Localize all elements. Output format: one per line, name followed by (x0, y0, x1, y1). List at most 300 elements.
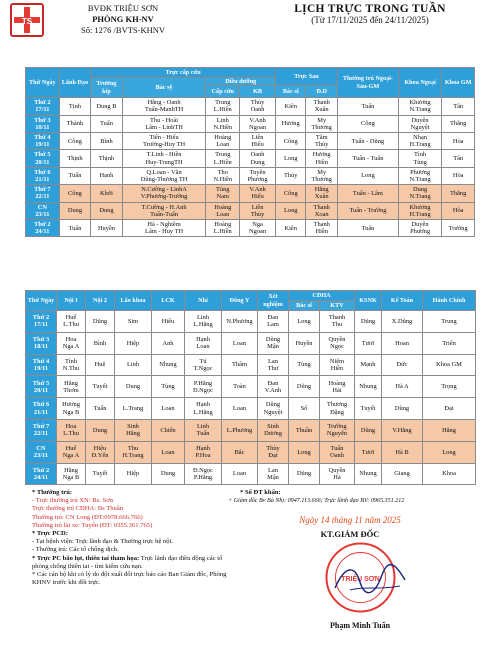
cell-kb (240, 185, 276, 202)
cell-xet-nghiem-line: Dương (264, 430, 282, 438)
cell-lck: Nhung (152, 354, 185, 376)
cell-thuong-tru: Tuấn (337, 98, 398, 115)
cell-nhi-line: P.Hằng (193, 473, 213, 481)
row-day-line: 17/11 (35, 106, 50, 114)
cell-kb-line: Ngoan (249, 228, 267, 236)
cell-ksnk: Tuyết (355, 398, 382, 420)
cell-truc-sau-dd (306, 132, 338, 149)
cell-khoa-gm: Thắng (442, 185, 475, 202)
document-title: LỊCH TRỰC TRONG TUẦN (294, 3, 446, 15)
cell-dong-y: L.Phương (222, 419, 258, 441)
header-xet-nghiem: Xét nghiệm (258, 291, 289, 311)
cell-noi1-line: Hoa (65, 423, 77, 431)
cell-nhi-line: P.Hằng (193, 379, 213, 387)
cell-kb (240, 219, 276, 236)
cell-kb-line: Ngoan (249, 123, 267, 131)
row-day-line: Thứ 2 (34, 220, 51, 228)
cell-xet-nghiem-line: Lam (267, 321, 279, 329)
cell-cdha-ktv-line: Quyền (328, 466, 346, 474)
cell-lao-khoa: Hiệp (115, 463, 152, 485)
cell-xet-nghiem (258, 463, 289, 485)
cell-kb-line: Nga (252, 220, 263, 228)
cell-xet-nghiem-line: Đan (267, 314, 279, 322)
cell-truc-sau-dd-line: Thanh (313, 99, 330, 107)
cell-bac-si (122, 98, 206, 115)
cell-thuong-tru: Công (337, 115, 398, 132)
cell-khoa-gm: Hòa (442, 202, 475, 219)
row-day (26, 441, 57, 463)
cell-truc-sau-dd-line: My (317, 168, 327, 176)
cell-cdha-ktv (320, 463, 355, 485)
cell-nhi (185, 311, 222, 333)
cell-ke-toan: Hà A (382, 376, 423, 398)
cell-bac-si-line: Huy-TrungTH (145, 158, 183, 166)
cell-kb (240, 167, 276, 184)
header-bs: Bác sĩ (276, 86, 306, 98)
cell-noi2: Huệ (86, 354, 115, 376)
table2-row (26, 441, 476, 463)
header-hanh-chinh: Hành Chính (423, 291, 476, 311)
department-name: PHÒNG KH-NV (92, 14, 154, 24)
row-day-line: Thứ 3 (34, 116, 51, 124)
cell-lanh-dao: Tuấn (59, 167, 91, 184)
cell-cdha-ktv (320, 398, 355, 420)
cell-cdha-ktv-line: Thanh (328, 314, 346, 322)
table2-row (26, 332, 476, 354)
cell-cdha-bs: Long (289, 311, 320, 333)
cell-nhi (185, 398, 222, 420)
header-noi2: Nội 2 (86, 291, 115, 311)
cell-kb-line: Liên (251, 203, 264, 211)
cell-ke-toan: Dũng (382, 398, 423, 420)
cell-truc-sau-dd-line: Thanh (313, 220, 330, 228)
row-day (26, 132, 60, 149)
schedule-table-departments (25, 290, 476, 485)
schedule-table-emergency (25, 67, 475, 237)
org-name: BVĐK TRIỆU SƠN (87, 3, 159, 13)
cell-noi2: Tuyết (86, 463, 115, 485)
note-pc-body: Trực lãnh đạo điều động các tổ phòng chống thiên tai - tìm kiếm cứu nạn. (32, 554, 223, 570)
cell-xet-nghiem-line: Lan (268, 466, 278, 474)
cell-truc-sau-dd-line: Hiền (315, 158, 328, 166)
cell-cap-cuu-line: Tùng (216, 186, 230, 194)
cell-khoa-ngoai (398, 167, 441, 184)
cell-cap-cuu (206, 202, 240, 219)
cell-bac-si (122, 167, 206, 184)
cell-dong-y: Loan (222, 398, 258, 420)
cell-cdha-bs: Sổ (289, 398, 320, 420)
cell-kb-line: V.Anh (249, 116, 266, 124)
cell-nhi-line: Loan (196, 343, 210, 351)
cell-cdha-ktv-line: Ngọc (330, 343, 344, 351)
cell-bac-si (122, 185, 206, 202)
cell-bac-si-line: Q.Loan - Văn (146, 168, 182, 176)
cell-kb (240, 202, 276, 219)
cell-dong-y: Bắc (222, 441, 258, 463)
cell-khoa-ngoai-line: H.Trang (409, 141, 431, 149)
cell-cdha-ktv-line: Hiền (330, 364, 344, 372)
header-dieu-duong: Điều dưỡng (206, 78, 276, 86)
cell-noi1-line: Hằng (64, 466, 78, 474)
cell-truc-sau-bs: Kiên (276, 98, 306, 115)
cell-truc-sau-dd (306, 115, 338, 132)
table1-row (26, 167, 475, 184)
cell-cdha-ktv (320, 376, 355, 398)
cell-lanh-dao: Thịnh (59, 150, 91, 167)
row-day (26, 398, 57, 420)
cell-truc-sau-bs: Kiên (276, 219, 306, 236)
signing-title: KT.GIÁM ĐỐC (320, 529, 380, 539)
header-day: Thứ Ngày (26, 68, 60, 98)
row-day (26, 185, 60, 202)
cell-cdha-ktv (320, 419, 355, 441)
cell-lanh-dao: Công (59, 132, 91, 149)
cell-nhi-line: Hạnh (196, 401, 210, 409)
row-day (26, 463, 57, 485)
cell-khoa-ngoai-line: Tình (414, 151, 427, 159)
note-pcd-1: - Tại bệnh viện: Trực lãnh đạo & Thường trực hệ nội. (32, 538, 174, 546)
cell-truc-sau-dd (306, 150, 338, 167)
cell-khoa-ngoai-line: Duyên (411, 220, 429, 228)
row-day-line: 22/11 (35, 193, 50, 201)
cell-noi1-line: Hoa (65, 335, 77, 343)
cell-thuong-tru: Tuấn - Tuấn (337, 150, 398, 167)
cell-truong-kip: Tuấn (91, 115, 123, 132)
cell-cap-cuu (206, 185, 240, 202)
cell-truong-kip: Thịnh (91, 150, 123, 167)
cell-kb-line: Hiếu (251, 193, 264, 201)
cell-khoa-ngoai-line: Tùng (413, 158, 427, 166)
cell-khoa-ngoai-line: Nhạn (413, 133, 427, 141)
table1-header-row (26, 68, 475, 78)
cell-truc-sau-bs: Công (276, 185, 306, 202)
cell-noi1 (57, 376, 86, 398)
cell-xet-nghiem-line: V.Anh (264, 386, 282, 394)
cell-bac-si (122, 150, 206, 167)
cell-cdha-ktv-line: Niệm (329, 357, 345, 365)
cell-lao-khoa: Sim (115, 311, 152, 333)
table2-header-row (26, 291, 476, 301)
cell-kb-line: Liên (251, 133, 264, 141)
cell-lanh-dao: Công (59, 185, 91, 202)
cell-truc-sau-bs: Long (276, 150, 306, 167)
header-nhi: Nhi (185, 291, 222, 311)
cell-kb-line: Dung (250, 158, 265, 166)
cell-noi2: Dũng (86, 311, 115, 333)
cell-xet-nghiem-line: Mận (267, 473, 279, 481)
cell-truc-sau-dd-line: Thương (311, 123, 332, 131)
cell-xet-nghiem (258, 419, 289, 441)
cell-lck: Chiến (152, 419, 185, 441)
cell-nhi (185, 419, 222, 441)
row-day (26, 167, 60, 184)
header-dong-y: Đông Y (222, 291, 258, 311)
note-thuong-tru-heading: * Thường trú: (32, 489, 73, 496)
cell-ksnk: Nhung (355, 463, 382, 485)
document-header (0, 0, 500, 52)
cell-xet-nghiem (258, 376, 289, 398)
cell-cap-cuu-line: Hoàng (214, 203, 232, 211)
cell-truc-sau-dd-line: Thanh (313, 203, 330, 211)
cell-hanh-chinh: Khoa (423, 463, 476, 485)
cell-cap-cuu-line: L.Hiền (213, 106, 232, 114)
cell-khoa-ngoai (398, 132, 441, 149)
note-tt-xn: - Trực thường trú XN: Bs. Sơn (32, 497, 113, 505)
note-pc-note: * Các cán bộ khi có lý do đột xuất đổi trực báo cáo Ban Giám đốc, Phòng KHNV trước khi đổi trực. (32, 571, 227, 587)
cell-noi1-line: Tình (64, 357, 78, 365)
cell-noi1 (57, 441, 86, 463)
cell-bac-si-line: Tuấn-ManhTH (144, 106, 184, 114)
note-pc-heading: * Trực PC bão lụt, thiên tai thảm họa: (32, 554, 140, 562)
cell-dong-y: Toàn (222, 376, 258, 398)
cell-noi1-line: Nga A (62, 343, 80, 351)
row-day (26, 332, 57, 354)
cell-lao-khoa-line: Thu (127, 444, 139, 452)
cell-ke-toan: Giang (382, 463, 423, 485)
cell-nhi-line: L.Hằng (193, 408, 213, 416)
cell-truc-sau-dd (306, 202, 338, 219)
cell-noi1 (57, 332, 86, 354)
cell-cap-cuu-line: Loan (216, 210, 230, 218)
cell-hanh-chinh: Triển (423, 332, 476, 354)
cell-kb (240, 150, 276, 167)
notes-block (32, 489, 232, 587)
cell-noi1-line: Thơm (63, 386, 79, 394)
cell-xet-nghiem-line: Đạt (268, 452, 278, 460)
row-day-line: 19/11 (33, 364, 49, 372)
cell-ke-toan: Đức (382, 354, 423, 376)
cell-truong-kip: Khởi (91, 185, 123, 202)
cell-cdha-ktv (320, 441, 355, 463)
cell-thuong-tru: Tuấn - Lâm (337, 185, 398, 202)
cell-lao-khoa (115, 441, 152, 463)
table2-row (26, 311, 476, 333)
cell-truc-sau-dd-line: Thủy (314, 141, 329, 149)
row-day-line: Thứ 6 (32, 401, 50, 409)
table1-body (26, 98, 475, 237)
cell-xet-nghiem-line: Thùy (266, 444, 280, 452)
cell-ksnk: Tươi (355, 332, 382, 354)
cell-cap-cuu (206, 115, 240, 132)
cell-cap-cuu-line: Hoàng (214, 220, 232, 228)
cell-noi1-line: Nga B (62, 473, 80, 481)
header-khoa-ngoai: Khoa Ngoại (398, 68, 441, 98)
row-day-line: 24/11 (33, 473, 49, 481)
cell-hanh-chinh: Đạt (423, 398, 476, 420)
cell-truc-sau-bs: Hương (276, 115, 306, 132)
cell-bac-si (122, 219, 206, 236)
header-cc: Cấp cứu (206, 86, 240, 98)
row-day (26, 202, 60, 219)
row-day-line: 20/11 (33, 386, 49, 394)
header-truc-sau: Trực Sau (276, 68, 338, 86)
cell-lao-khoa-line: Sinh (127, 423, 139, 431)
cell-khoa-ngoai-line: Phương (410, 168, 431, 176)
cell-cap-cuu (206, 150, 240, 167)
cell-noi2: Tuấn (86, 398, 115, 420)
cell-cdha-ktv-line: Đặng (330, 408, 344, 416)
cell-lao-khoa-line: Hằng (126, 430, 140, 438)
cell-lanh-dao: Dung (59, 202, 91, 219)
row-day (26, 98, 60, 115)
cell-kb-line: Phương (247, 175, 268, 183)
cell-lanh-dao: Tuấn (59, 219, 91, 236)
cell-kb-line: Thủy (250, 99, 265, 107)
note-pcd-2: - Thường trú: Các tổ chống dịch. (32, 546, 119, 554)
row-day-line: Thứ 4 (34, 133, 51, 141)
note-tt-long: Thường trú: CN Long (ĐT:0978.666.766) (32, 513, 143, 521)
contacts-block (228, 489, 498, 505)
cell-khoa-ngoai-line: N.Trang (409, 106, 431, 114)
cell-ke-toan: Hoan (382, 332, 423, 354)
cell-cdha-ktv (320, 354, 355, 376)
table1-row (26, 219, 475, 236)
cell-kb (240, 132, 276, 149)
cell-noi1 (57, 354, 86, 376)
cell-cdha-ktv-line: Hải (332, 386, 342, 394)
row-day-line: 17/11 (33, 321, 49, 329)
cell-cap-cuu-line: L.Hiền (213, 158, 232, 166)
table2-body (26, 311, 476, 485)
cell-noi1-line: Huế (65, 314, 77, 322)
cell-nhi-line: Hạnh (196, 444, 210, 452)
cell-dong-y: Thâm (222, 354, 258, 376)
table1-row (26, 115, 475, 132)
row-day-line: Thứ 5 (34, 151, 51, 159)
cell-bac-si-line: Lâm - Huy TH (145, 228, 184, 236)
cell-nhi (185, 354, 222, 376)
row-day-line: Thứ 2 (32, 466, 50, 474)
cell-noi1-line: Nga A (62, 452, 80, 460)
cell-nhi-line: Đ.Ngọc (192, 466, 214, 474)
cell-cap-cuu-line: L.Hiền (213, 228, 232, 236)
cell-xet-nghiem (258, 398, 289, 420)
cell-lanh-dao: Thành (59, 115, 91, 132)
signing-date: Ngày 14 tháng 11 năm 2025 (299, 515, 401, 525)
cell-noi2-line: Đ.Yến (91, 452, 109, 460)
cell-cap-cuu-line: Hoàng (214, 133, 232, 141)
cell-khoa-ngoai-line: Khương (409, 99, 431, 107)
cell-noi1-line: N.Thu (62, 364, 80, 372)
cell-nhi (185, 441, 222, 463)
cell-truc-sau-dd-line: My (317, 116, 327, 124)
cell-noi1-line: Hương (62, 401, 80, 409)
cell-hanh-chinh: Trọng (423, 376, 476, 398)
table2-row (26, 419, 476, 441)
cell-truc-sau-dd-line: Tâm (315, 133, 328, 141)
cell-bac-si-line: Dũng-Thương TH (140, 175, 188, 183)
header-lanh-dao: Lãnh Đạo (59, 68, 91, 98)
cell-xet-nghiem-line: Lan (268, 357, 278, 365)
cell-cdha-ktv-line: Oanh (330, 452, 344, 460)
cell-cdha-ktv-line: Thu (331, 321, 343, 329)
header-cdha-bs: Bác sĩ (289, 301, 320, 311)
cell-cap-cuu-line: N.Hiền (213, 175, 233, 183)
cell-cap-cuu-line: Nam (216, 193, 229, 201)
row-day-line: Thứ 6 (34, 168, 51, 176)
cell-nhi (185, 376, 222, 398)
cell-cdha-bs: Thuần (289, 419, 320, 441)
cell-lck: Loan (152, 441, 185, 463)
row-day-line: CN (36, 444, 46, 452)
table1-row (26, 185, 475, 202)
cell-cap-cuu (206, 132, 240, 149)
cell-xet-nghiem-line: Mận (267, 343, 279, 351)
table2-row (26, 463, 476, 485)
table1-row (26, 132, 475, 149)
header-day-2: Thứ Ngày (26, 291, 57, 311)
cell-kb-line: Thủy (250, 210, 265, 218)
cell-khoa-ngoai-line: Dung (412, 186, 428, 194)
table1-row (26, 202, 475, 219)
cell-khoa-ngoai-line: N.Trang (409, 193, 431, 201)
svg-text:TRIỆU SƠN: TRIỆU SƠN (341, 576, 380, 583)
row-day (26, 115, 60, 132)
cell-thuong-tru: Long (337, 167, 398, 184)
row-day-line: 24/11 (35, 228, 50, 236)
cell-bac-si-line: N.Cường - LinhA (141, 186, 187, 194)
cell-kb-line: Oanh (250, 151, 265, 159)
cell-ksnk: Dũng (355, 311, 382, 333)
cell-bac-si-line: Lâm - LinhTH (145, 123, 183, 131)
cell-noi2: Bình (86, 332, 115, 354)
cell-khoa-ngoai-line: Phương (410, 228, 431, 236)
row-day-line: 22/11 (33, 430, 49, 438)
cell-hanh-chinh: Trung (423, 311, 476, 333)
cell-cdha-bs: Dũng (289, 376, 320, 398)
cell-bac-si-line: T.Linh - Hiền (146, 151, 182, 159)
cell-lao-khoa: Dung (115, 376, 152, 398)
cell-nhi (185, 332, 222, 354)
cell-nhi-line: Đ.Ngọc (192, 386, 214, 394)
cell-ke-toan: V.Hằng (382, 419, 423, 441)
row-day-line: 21/11 (35, 175, 50, 183)
row-day-line: 18/11 (33, 343, 49, 351)
note-tt-tuyen: Thường trú lái xe: Tuyến (ĐT: 0355.361.765) (32, 521, 153, 529)
cell-bac-si-line: Hằng - Oanh (147, 99, 181, 107)
cell-khoa-ngoai (398, 185, 441, 202)
cell-hanh-chinh: Khoa GM (423, 354, 476, 376)
row-day-line: Thứ 2 (34, 99, 51, 107)
cell-truc-sau-dd-line: Xuân (314, 106, 329, 114)
row-day-line: CN (37, 203, 47, 211)
emergency-phone-line: + Giám đốc Bv Bà Nhị: 0947.113.666; Trực lãnh đạo BV: 0965.351.212 (228, 498, 405, 505)
cell-khoa-gm: Tân (442, 98, 475, 115)
cell-truc-sau-bs: Thủy (276, 167, 306, 184)
cell-kb (240, 115, 276, 132)
cell-xet-nghiem-line: Dũng (265, 401, 281, 409)
header-cdha-ktv: KTV (320, 301, 355, 311)
cell-nhi-line: Tú (199, 357, 207, 365)
cell-noi1 (57, 311, 86, 333)
cell-cdha-ktv-line: Hà (333, 473, 341, 481)
cell-lao-khoa: L.Trang (115, 398, 152, 420)
cell-hanh-chinh: Hằng (423, 419, 476, 441)
cell-kb (240, 98, 276, 115)
signature (330, 560, 410, 600)
cell-khoa-ngoai-line: Khương (409, 203, 431, 211)
cell-xet-nghiem-line: Thư (267, 364, 279, 372)
cell-khoa-ngoai (398, 98, 441, 115)
header-ke-toan: Kế Toán (382, 291, 423, 311)
cell-cap-cuu-line: Trung (215, 99, 231, 107)
cell-khoa-gm: Tân (442, 150, 475, 167)
cell-cap-cuu-line: Tho (217, 168, 228, 176)
header-truong-kip: Trưởng kíp (91, 78, 123, 98)
note-pcd-heading: * Trực PCD: (32, 530, 68, 538)
cell-bac-si-line: Tiến - Hiếu (149, 133, 179, 141)
cell-kb-line: Oanh (250, 106, 265, 114)
